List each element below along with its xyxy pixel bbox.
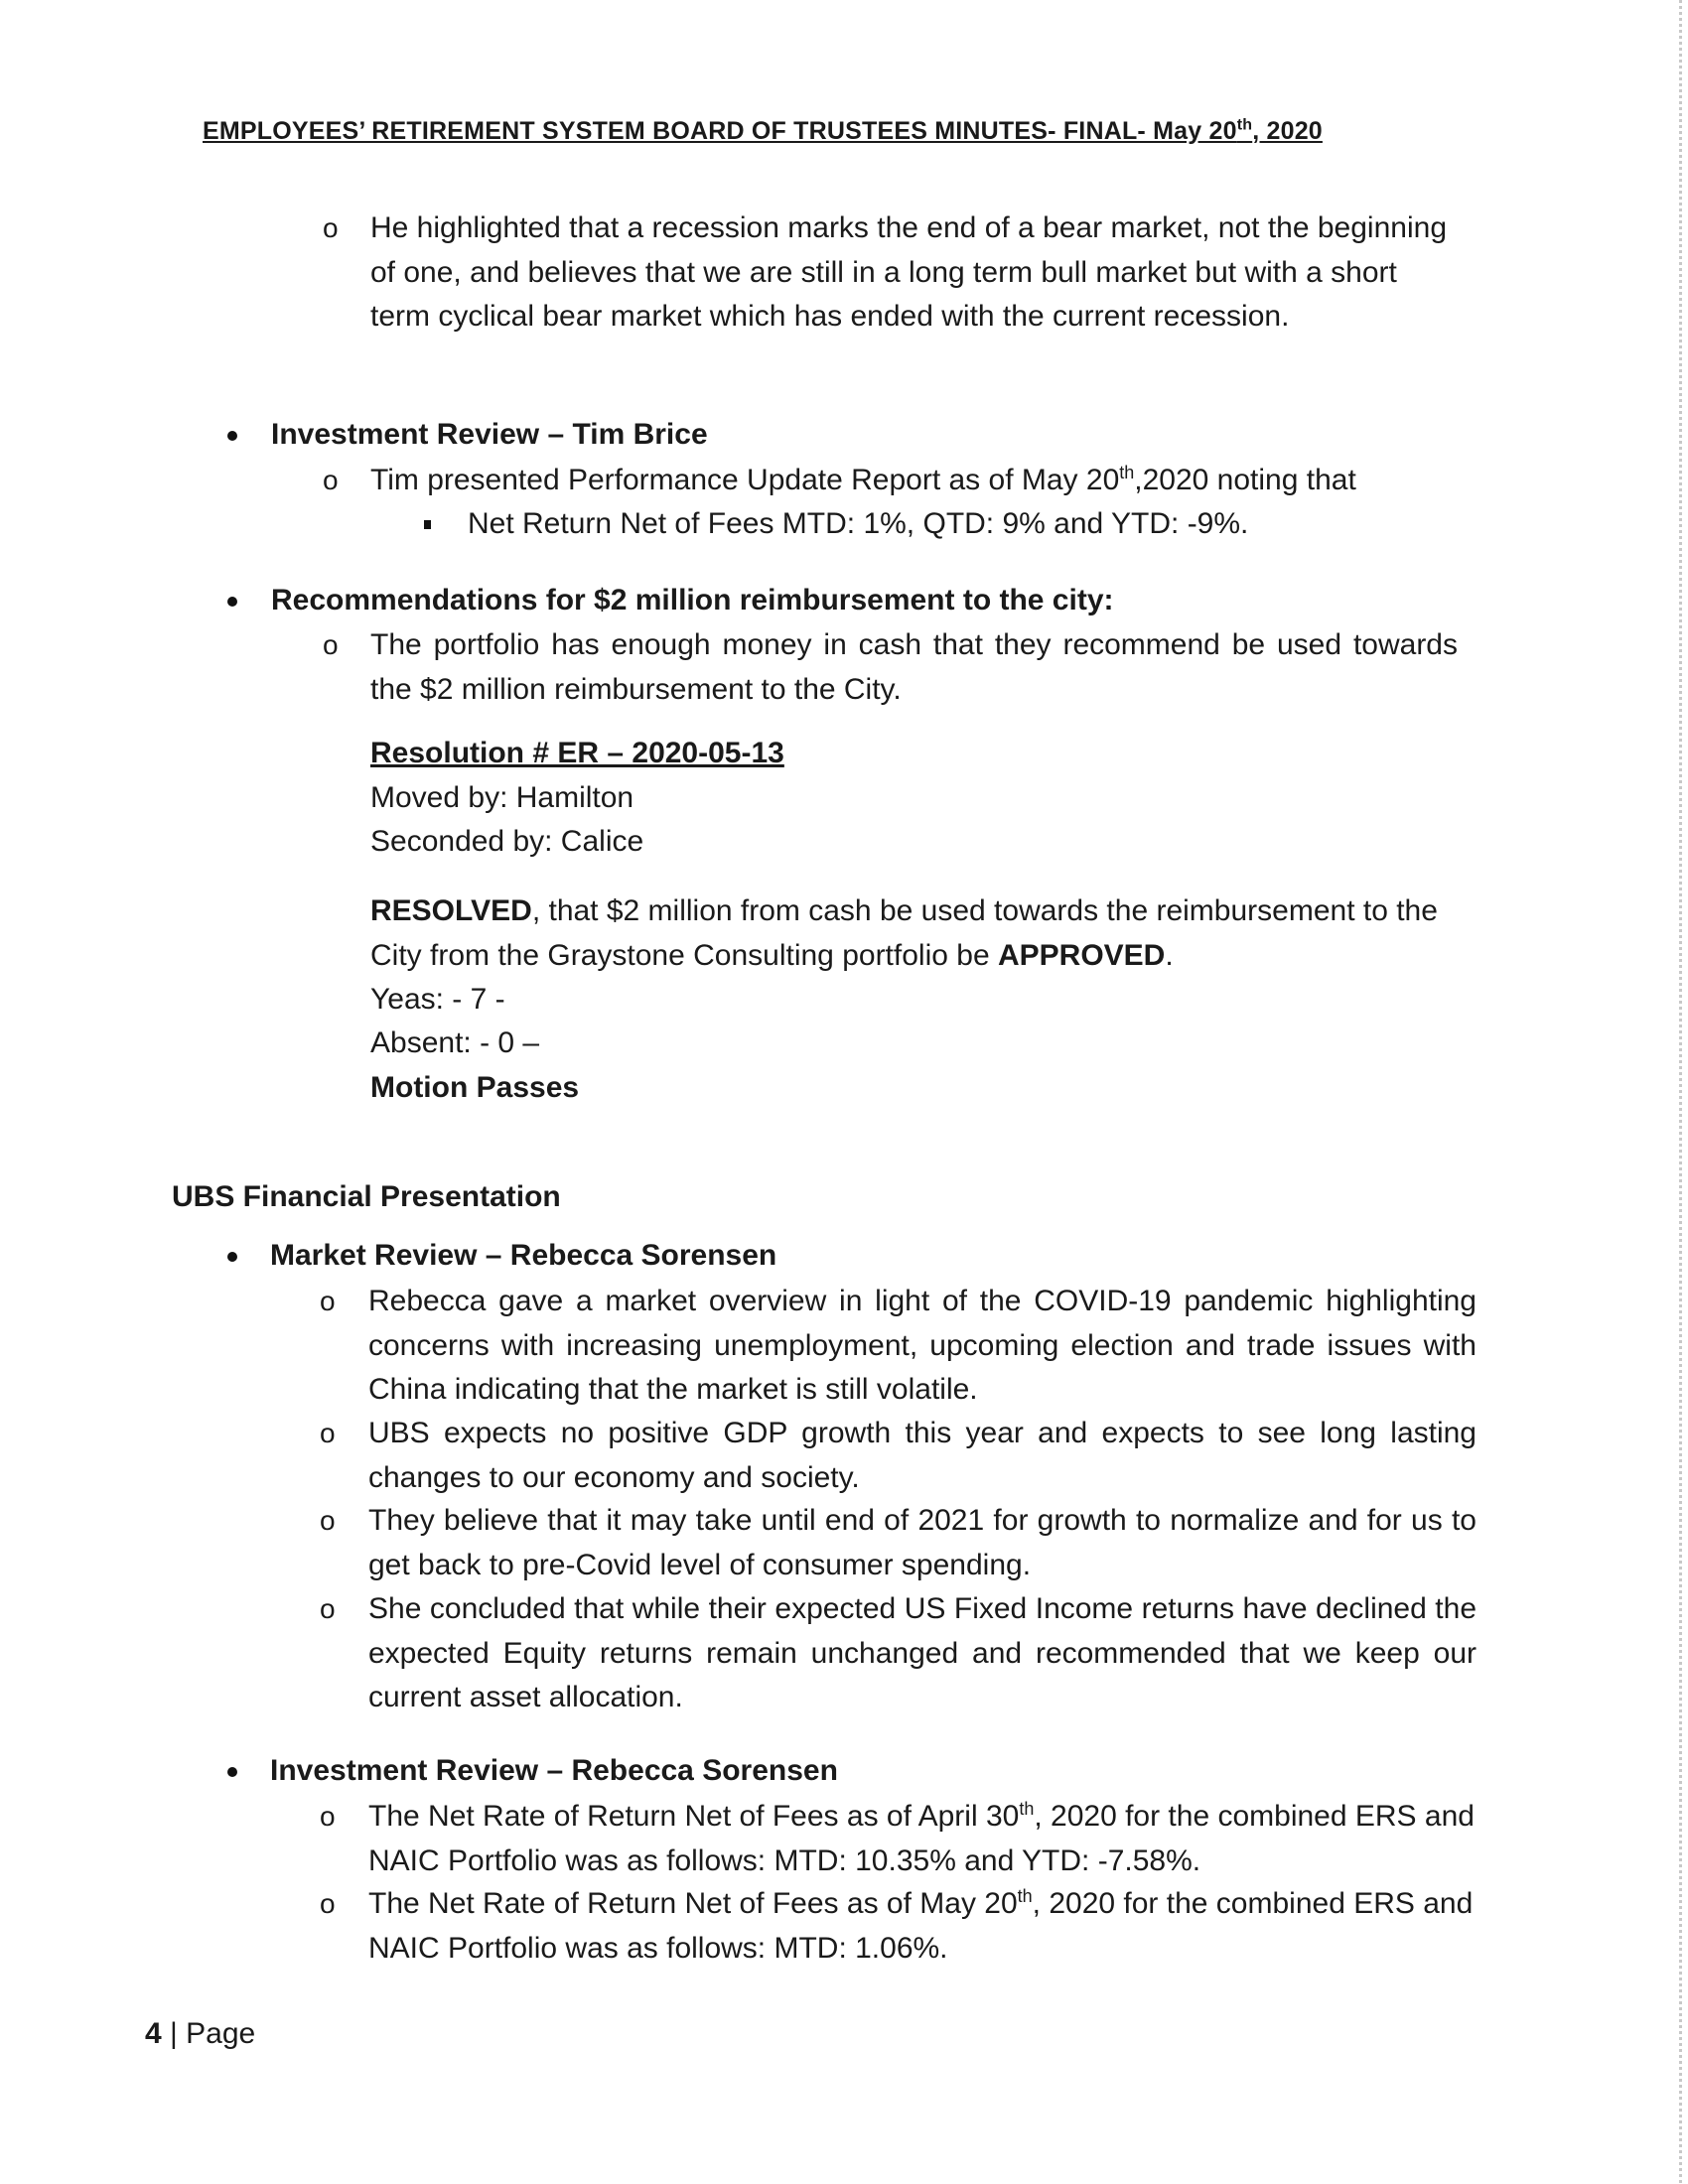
performance-report-line: Tim presented Performance Update Report as of May 20th,2020 noting that [370, 463, 1356, 496]
circle-bullet-icon: o [323, 465, 339, 495]
resolved-statement: RESOLVED, that $2 million from cash be used towards the reimbursement to the City from the Graystone Consulting portfolio be APPROVED. [370, 894, 1438, 972]
recommendations-heading: Recommendations for $2 million reimbursement to the city: [271, 584, 1114, 616]
circle-bullet-icon: o [323, 212, 339, 243]
investment-item-april: The Net Rate of Return Net of Fees as of April 30th, 2020 for the combined ERS and NAIC Portfolio was as follows: MTD: 10.35% and YTD: -7.58%. [368, 1799, 1475, 1877]
circle-bullet-icon: o [320, 1286, 336, 1316]
investment-item-may: The Net Rate of Return Net of Fees as of May 20th, 2020 for the combined ERS and NAIC Portfolio was as follows: MTD: 1.06%. [368, 1886, 1474, 1965]
circle-bullet-icon: o [320, 1418, 336, 1448]
ubs-section-title: UBS Financial Presentation [172, 1180, 561, 1213]
moved-by: Moved by: Hamilton [370, 781, 634, 814]
net-return-item: Net Return Net of Fees MTD: 1%, QTD: 9% and YTD: -9%. [468, 507, 1249, 540]
yeas-count: Yeas: - 7 - [370, 983, 505, 1016]
bullet-dot-icon [227, 1767, 237, 1777]
circle-bullet-icon: o [320, 1505, 336, 1536]
circle-bullet-icon: o [320, 1888, 336, 1919]
motion-result: Motion Passes [370, 1071, 580, 1104]
market-item: She concluded that while their expected US Fixed Income returns have declined the expected Equity returns remain unchanged and recommended that we keep our current asset allocation. [368, 1592, 1477, 1713]
market-item: Rebecca gave a market overview in light of the COVID-19 pandemic highlighting concerns with increasing unemployment, upcoming election and trade issues with China indicating that the market is still volatile. [368, 1285, 1477, 1406]
market-item: UBS expects no positive GDP growth this year and expects to see long lasting changes to our economy and society. [368, 1417, 1477, 1494]
investment-review-rebecca-heading: Investment Review – Rebecca Sorensen [270, 1754, 838, 1787]
page-footer: 4 | Page [145, 2017, 256, 2050]
bullet-dot-icon [227, 1252, 237, 1262]
market-item: They believe that it may take until end of 2021 for growth to normalize and for us to get back to pre-Covid level of consumer spending. [368, 1504, 1477, 1581]
circle-bullet-icon: o [320, 1801, 336, 1832]
investment-review-tim-heading: Investment Review – Tim Brice [271, 418, 708, 451]
seconded-by: Seconded by: Calice [370, 825, 644, 858]
circle-bullet-icon: o [320, 1593, 336, 1624]
resolution-title: Resolution # ER – 2020-05-13 [370, 737, 784, 769]
bullet-dot-icon [227, 431, 237, 441]
market-review-heading: Market Review – Rebecca Sorensen [270, 1239, 777, 1272]
recession-paragraph: He highlighted that a recession marks the end of a bear market, not the beginning of one, and believes that we are still in a long term bull market but with a short term cyclical bear market which has ended with the current recession. [370, 211, 1447, 333]
bullet-dot-icon [227, 597, 237, 607]
absent-count: Absent: - 0 – [370, 1026, 540, 1059]
square-bullet-icon [424, 520, 431, 529]
circle-bullet-icon: o [323, 629, 339, 660]
page-header: EMPLOYEES’ RETIREMENT SYSTEM BOARD OF TRUSTEES MINUTES- FINAL- May 20th, 2020 [203, 116, 1323, 145]
recommendations-text: The portfolio has enough money in cash that they recommend be used towards the $2 million reimbursement to the City. [370, 628, 1458, 706]
scan-edge-artifact [1679, 0, 1682, 2184]
